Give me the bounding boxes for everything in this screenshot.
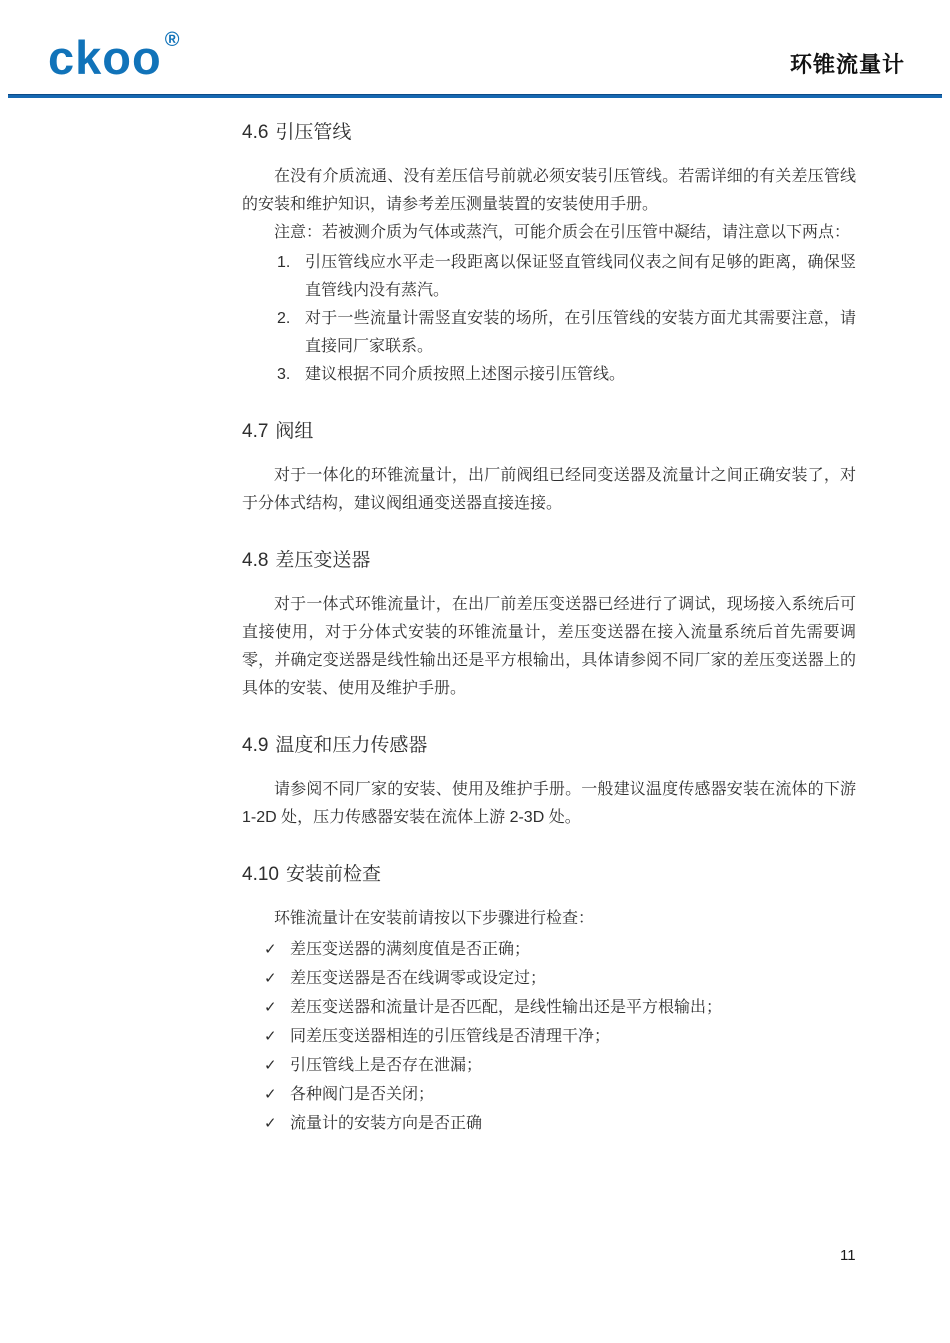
list-item-text: 引压管线应水平走一段距离以保证竖直管线同仪表之间有足够的距离，确保竖直管线内没有蒸汽。: [305, 254, 856, 299]
page-number: 11: [840, 1247, 856, 1264]
section-number: 4.7: [242, 421, 269, 442]
registered-trademark-icon: ®: [164, 29, 180, 51]
paragraph: 请参阅不同厂家的安装、使用及维护手册。一般建议温度传感器安装在流体的下游 1-2D 处，压力传感器安装在流体上游 2-3D 处。: [242, 781, 856, 826]
brand-logo: [48, 29, 180, 84]
section-title: 引压管线: [275, 122, 352, 143]
paragraph-note: 注意：若被测介质为气体或蒸汽，可能介质会在引压管中凝结，请注意以下两点：: [274, 224, 851, 241]
checklist-item: [242, 1109, 856, 1138]
check-icon: ✓: [264, 1086, 277, 1103]
brand-logo-text: ckoo: [48, 31, 162, 84]
check-icon: ✓: [264, 1028, 277, 1045]
list-item-number: 3.: [277, 366, 291, 383]
section-heading-4-6: [242, 120, 856, 146]
section-title: 温度和压力传感器: [275, 735, 428, 756]
section-number: 4.8: [242, 550, 269, 571]
checklist-item: [242, 993, 856, 1022]
check-icon: ✓: [264, 1115, 277, 1132]
list-item: [242, 249, 856, 305]
section-number: 4.6: [242, 122, 269, 143]
paragraph: 对于一体化的环锥流量计，出厂前阀组已经同变送器及流量计之间正确安装了，对于分体式结构，建议阀组通变送器直接连接。: [242, 467, 856, 512]
checklist-item: [242, 1051, 856, 1080]
check-icon: ✓: [264, 970, 277, 987]
list-item-number: 2.: [277, 310, 291, 327]
checklist-item-text: 同差压变送器相连的引压管线是否清理干净；: [290, 1028, 611, 1045]
section-title: 差压变送器: [275, 550, 371, 571]
header-divider: [8, 94, 942, 98]
section-number: 4.10: [242, 864, 279, 885]
checklist-item-text: 差压变送器是否在线调零或设定过；: [290, 970, 547, 987]
section-title: 阀组: [275, 421, 314, 442]
checklist-item-text: 引压管线上是否存在泄漏；: [290, 1057, 483, 1074]
pre-install-checklist: [242, 935, 856, 1138]
page-header: [0, 0, 950, 97]
list-item: [242, 305, 856, 361]
checklist-item: [242, 1022, 856, 1051]
paragraph: 在没有介质流通、没有差压信号前就必须安装引压管线。若需详细的有关差压管线的安装和维护知识，请参考差压测量装置的安装使用手册。: [242, 168, 856, 213]
list-item-text: 对于一些流量计需竖直安装的场所，在引压管线的安装方面尤其需要注意，请直接同厂家联系。: [305, 310, 856, 355]
section-heading-4-7: [242, 419, 856, 445]
section-title: 安装前检查: [285, 864, 381, 885]
checklist-item-text: 流量计的安装方向是否正确: [290, 1115, 483, 1132]
checklist-item: [242, 964, 856, 993]
checklist-item-text: 差压变送器的满刻度值是否正确；: [290, 941, 531, 958]
check-icon: ✓: [264, 999, 277, 1016]
section-heading-4-10: [242, 862, 856, 888]
check-icon: ✓: [264, 1057, 277, 1074]
list-item-text: 建议根据不同介质按照上述图示接引压管线。: [305, 366, 626, 383]
list-item: [242, 361, 856, 389]
paragraph: 环锥流量计在安装前请按以下步骤进行检查：: [274, 910, 595, 927]
section-heading-4-9: [242, 733, 856, 759]
checklist-item-text: 差压变送器和流量计是否匹配，是线性输出还是平方根输出；: [290, 999, 723, 1016]
checklist-item: [242, 1080, 856, 1109]
list-item-number: 1.: [277, 254, 291, 271]
section-number: 4.9: [242, 735, 269, 756]
paragraph: 对于一体式环锥流量计，在出厂前差压变送器已经进行了调试，现场接入系统后可直接使用，对于分体式安装的环锥流量计，差压变送器在接入流量系统后首先需要调零，并确定变送器是线性输出还是平方根输出，具体请参阅不同厂家的差压变送器上的具体的安装、使用及维护手册。: [242, 596, 856, 697]
page-content: [242, 120, 856, 1138]
ordered-list: [242, 249, 856, 389]
checklist-item: [242, 935, 856, 964]
check-icon: ✓: [264, 941, 277, 958]
section-heading-4-8: [242, 548, 856, 574]
document-title: 环锥流量计: [789, 52, 905, 77]
checklist-item-text: 各种阀门是否关闭；: [290, 1086, 435, 1103]
